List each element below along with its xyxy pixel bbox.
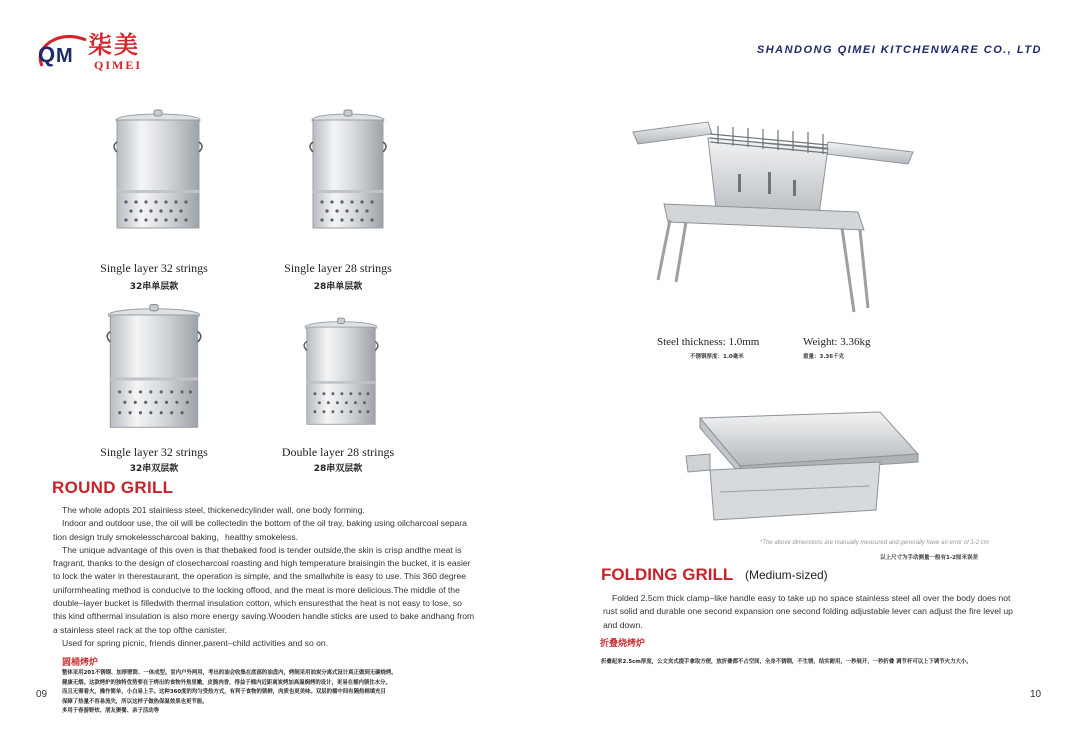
- folding-grill-subtitle: (Medium-sized): [745, 568, 828, 582]
- round-grill-description: [53, 504, 493, 650]
- bucket-grill-image: [296, 308, 386, 438]
- svg-text:M: M: [56, 45, 73, 67]
- product-caption-en: Single layer 32 strings: [100, 261, 208, 275]
- cn-line: 多用于春游野炊、朋友聚餐、亲子活动等: [62, 708, 160, 715]
- product-caption-cn: 28串双层款: [313, 464, 363, 474]
- round-grill-cn-description: [62, 669, 482, 717]
- paragraph-line: tion design truly smokelesscharcoal baking，healthy smokeless.: [53, 531, 299, 542]
- paragraph-line: rust solid and durable one second expansion one second folding adjustable lever can adjust the fire level up: [603, 606, 1013, 617]
- paragraph-line: double–layer bucket is filledwith thermal insulation cotton, which ensuresthat the heat is not easy to lose, so: [53, 598, 462, 609]
- cn-line: 健康无烟。这款烤炉的独特优势要在于烤出的食物外焦里嫩，皮脆肉香，得益于桶内近距离炭烤加高温焖烤的设计，更易在桶内锁住水分。: [62, 679, 391, 686]
- paragraph-line: to lock the water in therestaurant, the operation is simple, and the smallwhite is easy to use. This 360 degree: [53, 571, 467, 582]
- paragraph-line: Folded 2.5cm thick clamp–like handle easy to take up no space stainless steel all over the body does not: [612, 593, 1011, 603]
- paragraph-line: fragrant, thanks to the design of closecharcoal roasting and high temperature braisingin the bucket, it is easier: [53, 558, 471, 569]
- page-number-right: 10: [1030, 689, 1042, 700]
- company-logo: [36, 28, 146, 78]
- page-number-left: 09: [36, 689, 48, 700]
- folding-grill-description: [603, 592, 1043, 632]
- folding-grill-cn-description: 折叠起来2.5cm厚度，公文夹式提手拿取方便，放折叠都不占空间，全身不锈钢，不生锈，结实耐用，一秒展开，一秒折叠 调节杆可以上下调节火力大小。: [601, 659, 972, 665]
- cn-line: 保障了热量不容易流失，所以这样子做热保温效果也更节能。: [62, 698, 208, 705]
- measurement-note: *The above dimensions are manually measured and generally have an error of 1-2 cm: [760, 540, 989, 546]
- round-grill-title: ROUND GRILL: [52, 478, 174, 497]
- folding-grill-closed-image: [680, 410, 925, 530]
- product-caption-en: Single layer 28 strings: [284, 261, 392, 275]
- product-caption-cn: 32串单层款: [129, 282, 179, 292]
- paragraph-line: The whole adopts 201 stainless steel, thickenedcylinder wall, one body forming.: [62, 505, 365, 515]
- paragraph-line: Used for spring picnic, friends dinner,parent–child activities and so on.: [62, 637, 329, 648]
- bucket-grill-image: [298, 106, 398, 236]
- svg-text:Q: Q: [38, 42, 56, 67]
- spec-thickness: Steel thickness: 1.0mm: [657, 336, 760, 348]
- qimei-logo-icon: [36, 32, 88, 72]
- folding-grill-open-image: [628, 112, 918, 327]
- round-grill-cn-title: 圆桶烤炉: [62, 658, 99, 668]
- cn-line: 而且无需看火，操作简单，小白易上手。这种360度的均匀受热方式，有利于食物的锁鲜，肉质也更美味。双层的桶中间有隔热棉填充目: [62, 689, 386, 696]
- cn-line: 整体采用201不锈钢、加厚壁筒、一体成型。室内户外两用，考出的油会收集在底部的油盘内，烤制采用油炭分离式设计真正做到无碳烧烤。: [62, 670, 397, 676]
- logo-chinese-text: 柒美: [88, 31, 140, 59]
- logo-english-text: QIMEI: [94, 58, 143, 72]
- paragraph-line: this kind ofthermal insulation is also more energy saving.Wooden handle sticks are used to bake andhang from: [53, 611, 475, 622]
- company-name: SHANDONG QIMEI KITCHENWARE CO., LTD: [756, 44, 1042, 56]
- spec-thickness-cn: 不锈钢厚度：1.0毫米: [690, 354, 744, 360]
- paragraph-line: uniformheating method is conducive to the locking offood, and the meat is more delicious.The middle of the: [53, 584, 460, 595]
- bucket-grill-image: [108, 106, 208, 236]
- bucket-grill-image: [102, 298, 206, 438]
- folding-grill-cn-title: 折叠烧烤炉: [600, 639, 646, 649]
- paragraph-line: and down.: [603, 619, 643, 630]
- product-caption-en: Single layer 32 strings: [100, 445, 208, 459]
- product-caption-en: Double layer 28 strings: [281, 445, 395, 459]
- product-caption-cn: 32串双层款: [129, 464, 179, 474]
- folding-grill-title: FOLDING GRILL: [601, 565, 734, 584]
- measurement-note-cn: 以上尺寸为手动测量一般有1-2厘米误差: [880, 555, 978, 561]
- product-caption-cn: 28串单层款: [313, 282, 363, 292]
- paragraph-line: a stainless steel rack at the top ofthe canister.: [53, 624, 227, 635]
- spec-weight-cn: 重量：3.36千克: [803, 354, 845, 360]
- spec-weight: Weight: 3.36kg: [803, 336, 871, 348]
- paragraph-line: Indoor and outdoor use, the oil will be collectedin the bottom of the oil tray, baking using oilcharcoal separa: [62, 518, 467, 529]
- paragraph-line: The unique advantage of this oven is that thebaked food is tender outside,the skin is crisp andthe meat is: [62, 544, 462, 555]
